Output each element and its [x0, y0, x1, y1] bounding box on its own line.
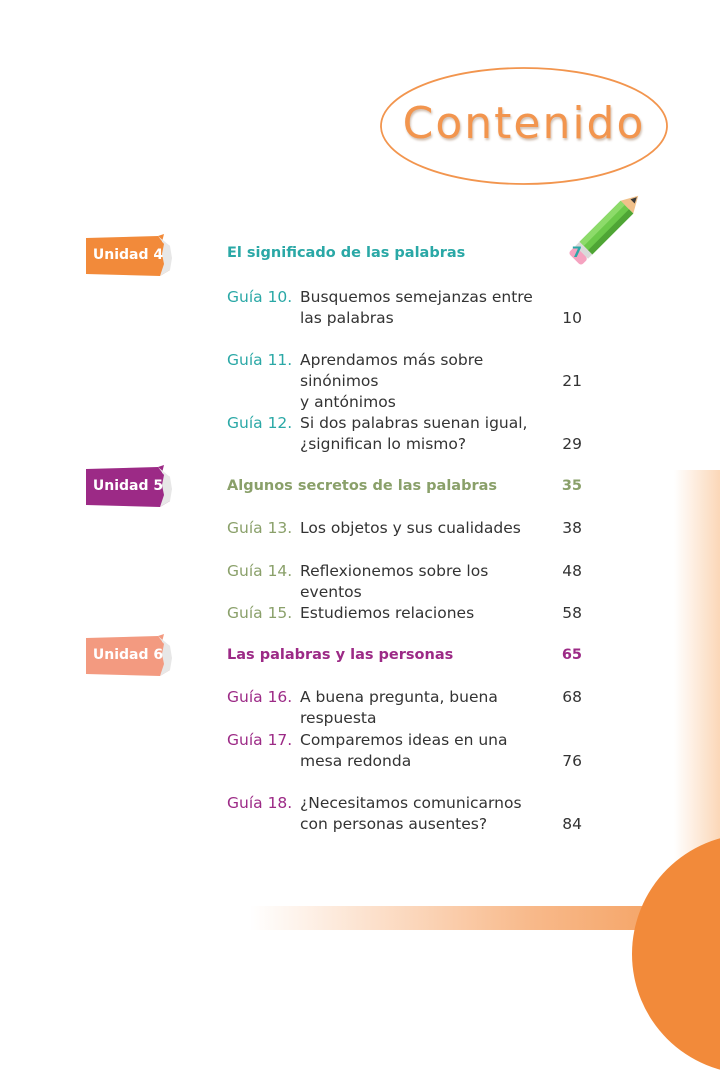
guide-page-number: 38 — [562, 519, 582, 537]
guide-page-number: 10 — [562, 309, 582, 327]
page-title: Contenido — [402, 98, 646, 149]
guide-title: Busquemos semejanzas entre las palabras — [300, 288, 533, 327]
guide-page-number: 48 — [562, 562, 582, 580]
guide-page-number: 84 — [562, 815, 582, 833]
unit-page-number: 7 — [571, 245, 582, 261]
unit-tab-6 — [86, 634, 178, 676]
guide-page-number: 29 — [562, 435, 582, 453]
guide-label: Guía 11. — [227, 351, 293, 369]
guide-page-number: 21 — [562, 372, 582, 390]
guide-page-number: 68 — [562, 688, 582, 706]
unit-title: Las palabras y las personas — [227, 647, 454, 663]
guide-label: Guía 15. — [227, 604, 293, 622]
unit-title: Algunos secretos de las palabras — [227, 478, 498, 494]
guide-title: Estudiemos relaciones — [300, 604, 475, 622]
unit-tab-4 — [86, 234, 178, 276]
guide-label: Guía 10. — [227, 288, 293, 306]
guide-title: Reflexionemos sobre los eventos — [300, 562, 489, 601]
guide-title: Aprendamos más sobre sinónimos y antónimos — [300, 351, 484, 411]
guide-page-number: 58 — [562, 604, 582, 622]
corner-decoration — [632, 834, 720, 1074]
unit-tab-label: Unidad 6 — [92, 647, 164, 663]
guide-page-number: 76 — [562, 752, 582, 770]
unit-title: El significado de las palabras — [227, 245, 466, 261]
guide-title: Comparemos ideas en una mesa redonda — [300, 731, 508, 770]
guide-title: Si dos palabras suenan igual, ¿significan lo mismo? — [300, 414, 528, 453]
unit-page-number: 35 — [561, 478, 582, 494]
guide-label: Guía 18. — [227, 794, 293, 812]
title-bubble — [378, 64, 670, 190]
unit-page-number: 65 — [561, 647, 582, 663]
guide-label: Guía 17. — [227, 731, 293, 749]
unit-tab-label: Unidad 4 — [92, 247, 164, 263]
guide-title: Los objetos y sus cualidades — [300, 519, 521, 537]
unit-tab-label: Unidad 5 — [92, 478, 164, 494]
guide-title: A buena pregunta, buena respuesta — [300, 688, 498, 727]
guide-label: Guía 12. — [227, 414, 293, 432]
guide-title: ¿Necesitamos comunicarnos con personas ausentes? — [300, 794, 522, 833]
guide-label: Guía 13. — [227, 519, 293, 537]
guide-label: Guía 14. — [227, 562, 293, 580]
unit-tab-5 — [86, 465, 178, 507]
guide-label: Guía 16. — [227, 688, 293, 706]
